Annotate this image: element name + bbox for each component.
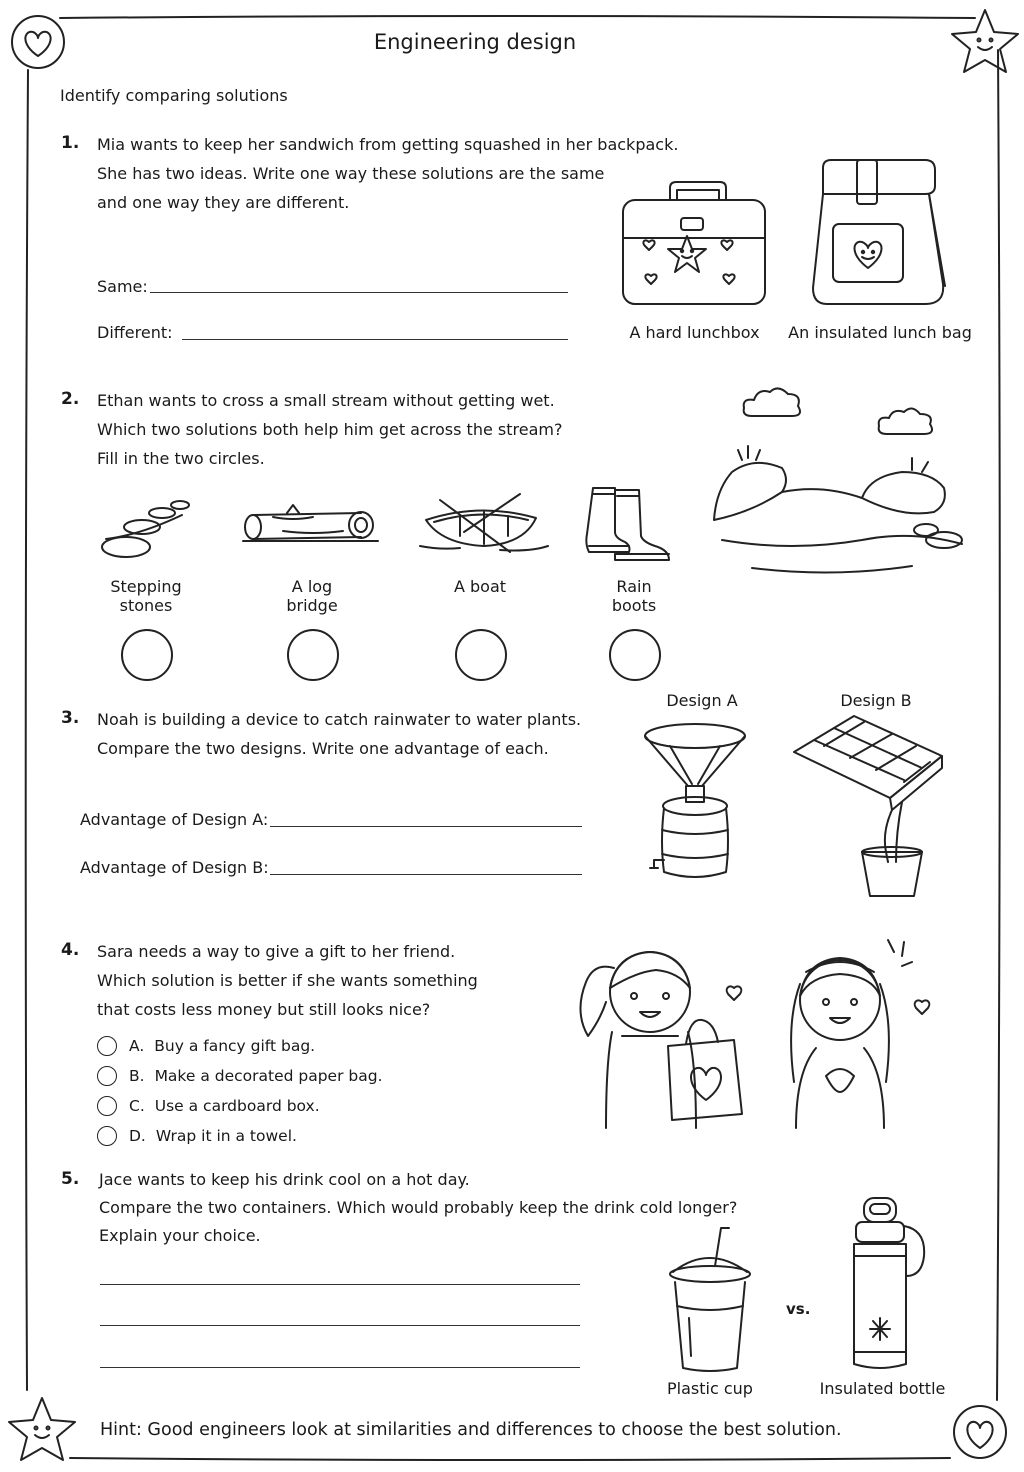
question-line: Fill in the two circles. bbox=[97, 449, 265, 468]
different-answer-line[interactable] bbox=[182, 339, 568, 340]
image-caption: An insulated lunch bag bbox=[788, 323, 972, 342]
question-line: She has two ideas. Write one way these solutions are the same bbox=[97, 164, 605, 183]
answer-line[interactable] bbox=[100, 1325, 580, 1326]
choice-d[interactable] bbox=[97, 1126, 297, 1146]
option-label-boat bbox=[430, 577, 530, 596]
question-line: Which solution is better if she wants something bbox=[97, 971, 478, 990]
hint-text: Hint: Good engineers look at similarities and differences to choose the best solution. bbox=[100, 1420, 842, 1440]
choice-key: A. bbox=[129, 1037, 145, 1055]
question-number: 5. bbox=[61, 1169, 80, 1189]
hard-lunchbox-image bbox=[615, 180, 775, 310]
choice-radio[interactable] bbox=[97, 1126, 117, 1146]
question-text bbox=[97, 705, 581, 763]
plastic-cup-image bbox=[665, 1226, 755, 1376]
answer-line[interactable] bbox=[100, 1284, 580, 1285]
advantage-a-answer-line[interactable] bbox=[270, 826, 582, 827]
girl-receiving-gift-image bbox=[776, 932, 946, 1132]
choice-key: B. bbox=[129, 1067, 145, 1085]
question-text bbox=[97, 130, 678, 217]
heart-icon bbox=[954, 1406, 1006, 1458]
solar-roof-collector-image bbox=[792, 712, 952, 902]
option-label-line: Rain bbox=[616, 577, 652, 596]
question-line: and one way they are different. bbox=[97, 193, 350, 212]
answer-circle-stepping-stones[interactable] bbox=[121, 629, 173, 681]
choice-text: Use a cardboard box. bbox=[154, 1097, 320, 1115]
question-line: Noah is building a device to catch rainwater to water plants. bbox=[97, 710, 582, 729]
choice-text: Make a decorated paper bag. bbox=[154, 1067, 383, 1085]
question-line: that costs less money but still looks nice? bbox=[97, 1000, 431, 1019]
option-label-line: A log bbox=[291, 577, 333, 596]
option-label-line: bridge bbox=[286, 596, 338, 615]
versus-label: vs. bbox=[786, 1300, 811, 1318]
choice-b[interactable] bbox=[97, 1066, 383, 1086]
answer-line[interactable] bbox=[100, 1367, 580, 1368]
question-number: 1. bbox=[61, 133, 80, 153]
advantage-b-answer-line[interactable] bbox=[270, 874, 582, 875]
question-line: Ethan wants to cross a small stream without getting wet. bbox=[97, 391, 555, 410]
log-bridge-image bbox=[243, 505, 378, 550]
page-title: Engineering design bbox=[373, 30, 577, 54]
choice-key: C. bbox=[129, 1097, 145, 1115]
question-number: 3. bbox=[61, 708, 80, 728]
star-icon bbox=[9, 1398, 75, 1460]
insulated-lunch-bag-image bbox=[805, 158, 955, 310]
option-label-line: stones bbox=[119, 596, 173, 615]
design-b-label: Design B bbox=[840, 691, 912, 710]
answer-circle-boat[interactable] bbox=[455, 629, 507, 681]
same-answer-line[interactable] bbox=[150, 292, 568, 293]
choice-text: Wrap it in a towel. bbox=[155, 1127, 297, 1145]
question-number: 4. bbox=[61, 940, 80, 960]
design-a-label: Design A bbox=[666, 691, 738, 710]
same-label: Same: bbox=[97, 277, 148, 296]
stream-scene-image bbox=[712, 380, 982, 590]
funnel-barrel-image bbox=[640, 722, 750, 892]
image-caption: A hard lunchbox bbox=[629, 323, 760, 342]
star-icon bbox=[952, 10, 1018, 72]
question-line: Jace wants to keep his drink cool on a hot day. bbox=[99, 1170, 470, 1189]
different-label: Different: bbox=[97, 323, 173, 342]
girl-with-gift-bag-image bbox=[566, 932, 756, 1132]
question-line: Which two solutions both help him get across the stream? bbox=[97, 420, 563, 439]
question-text bbox=[97, 937, 478, 1024]
choice-radio[interactable] bbox=[97, 1096, 117, 1116]
option-label-log-bridge bbox=[262, 577, 362, 615]
answer-circle-log-bridge[interactable] bbox=[287, 629, 339, 681]
option-label-stepping-stones bbox=[96, 577, 196, 615]
page-subtitle: Identify comparing solutions bbox=[60, 86, 288, 105]
question-text bbox=[99, 1166, 737, 1250]
question-number: 2. bbox=[61, 389, 80, 409]
image-caption: Plastic cup bbox=[667, 1379, 753, 1398]
question-line: Mia wants to keep her sandwich from getting squashed in her backpack. bbox=[97, 135, 679, 154]
option-label-rain-boots bbox=[584, 577, 684, 615]
choice-radio[interactable] bbox=[97, 1036, 117, 1056]
choice-text: Buy a fancy gift bag. bbox=[154, 1037, 316, 1055]
advantage-a-label: Advantage of Design A: bbox=[80, 810, 269, 829]
insulated-bottle-image bbox=[846, 1196, 936, 1376]
answer-circle-rain-boots[interactable] bbox=[609, 629, 661, 681]
option-label-line: boots bbox=[611, 596, 657, 615]
image-caption: Insulated bottle bbox=[819, 1379, 946, 1398]
question-text bbox=[97, 386, 562, 473]
question-line: Sara needs a way to give a gift to her friend. bbox=[97, 942, 456, 961]
choice-c[interactable] bbox=[97, 1096, 320, 1116]
rain-boots-image bbox=[585, 484, 675, 564]
question-line: Explain your choice. bbox=[99, 1226, 261, 1245]
choice-radio[interactable] bbox=[97, 1066, 117, 1086]
choice-a[interactable] bbox=[97, 1036, 315, 1056]
stepping-stones-image bbox=[100, 495, 190, 565]
question-line: Compare the two designs. Write one advantage of each. bbox=[97, 739, 549, 758]
boat-image bbox=[420, 490, 550, 555]
question-line: Compare the two containers. Which would probably keep the drink cold longer? bbox=[99, 1198, 738, 1217]
choice-key: D. bbox=[129, 1127, 146, 1145]
advantage-b-label: Advantage of Design B: bbox=[80, 858, 269, 877]
option-label-line: A boat bbox=[453, 577, 507, 596]
option-label-line: Stepping bbox=[110, 577, 182, 596]
